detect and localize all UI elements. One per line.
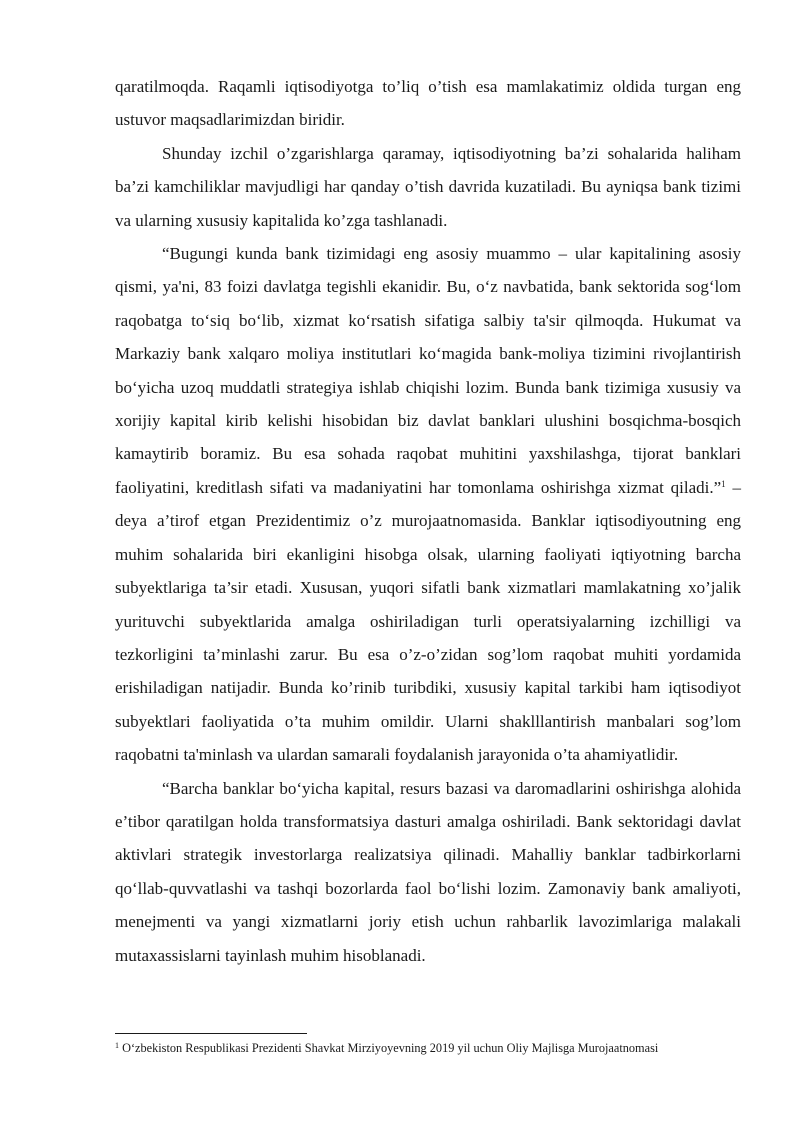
paragraph-4: “Barcha banklar bo‘yicha kapital, resurs bazasi va daromadlarini oshirishga alohida e’tibor qaratilgan holda transformatsiya dasturi amalga oshiriladi. Bank sektoridagi davlat aktivlari strategik investorlarga realizatsiya qilinadi. Mahalliy banklar tadbirkorlarni qo‘llab-quvvatlashi va tashqi bozorlarda faol bo‘lishi lozim. Zamonaviy bank amaliyoti, menejmenti va yangi xizmatlarni joriy etish uchun rahbarlik lavozimlariga malakali mutaxassislarni tayinlash muhim hisoblanadi. bbox=[115, 778, 741, 965]
footnote-text: O‘zbekiston Respublikasi Prezidenti Shavkat Mirziyoyevning 2019 yil uchun Oliy Majlisga Murojaatnomasi bbox=[119, 1041, 659, 1055]
paragraph-3-quote: “Bugungi kunda bank tizimidagi eng asosiy muammo – ular kapitalining asosiy qismi, ya'ni, 83 foizi davlatga tegishli ekanidir. Bu, o‘z navbatida, bank sektorida sog‘lom raqobatga to‘siq bo‘lib, xizmat ko‘rsatish sifatiga salbiy ta'sir qilmoqda. Hukumat va Markaziy bank xalqaro moliya institutlari ko‘magida bank-moliya tizimini rivojlantirish bo‘yicha uzoq muddatli strategiya ishlab chiqishi lozim. Bunda bank tizimiga xususiy va xorijiy kapital kirib kelishi hisobidan biz davlat banklari ulushini bosqichma-bosqich kamaytirib boramiz. Bu esa sohada raqobat muhitini yaxshilashga, tijorat banklari faoliyatini, kreditlash sifati va madaniyatini har tomonlama oshirishga xizmat qiladi.” bbox=[115, 244, 741, 497]
paragraph-1: qaratilmoqda. Raqamli iqtisodiyotga to’liq o’tish esa mamlakatimiz oldida turgan eng ustuvor maqsadlarimizdan biridir. bbox=[115, 77, 741, 130]
body-text bbox=[115, 70, 741, 972]
footnote-reference[interactable]: 1 bbox=[721, 478, 726, 489]
paragraph-3 bbox=[115, 237, 741, 772]
footnote-separator bbox=[115, 1033, 307, 1034]
footnote-number: 1 bbox=[115, 1041, 119, 1050]
footnote bbox=[115, 1040, 755, 1056]
paragraph-3-continuation: – deya a’tirof etgan Prezidentimiz o’z murojaatnomasida. Banklar iqtisodiyoutning eng muhim sohalarida biri ekanligini hisobga olsak, ularning faoliyati iqtiyotning barcha subyektlariga ta’sir etadi. Xususan, yuqori sifatli bank xizmatlari mamlakatning xo’jalik yurituvchi subyektlarida amalga oshiriladigan turli operatsiyalarning izchilligi va tezkorligini ta’minlashi zarur. Bu esa o’z-o’zidan sog’lom raqobat muhiti yordamida erishiladigan natijadir. Bunda ko’rinib turibdiki, xususiy kapital tarkibi ham iqtisodiyot subyektlari faoliyatida o’ta muhim omildir. Ularni shaklllantirish manbalari sog’lom raqobatni ta'minlash va ulardan samarali foydalanish jarayonida o’ta ahamiyatlidir. bbox=[115, 477, 741, 765]
paragraph-2: Shunday izchil o’zgarishlarga qaramay, iqtisodiyotning ba’zi sohalarida haliham ba’zi kamchiliklar mavjudligi har qanday o’tish davrida kuzatiladi. Bu ayniqsa bank tizimi va ularning xususiy kapitalida ko’zga tashlanadi. bbox=[115, 143, 741, 230]
